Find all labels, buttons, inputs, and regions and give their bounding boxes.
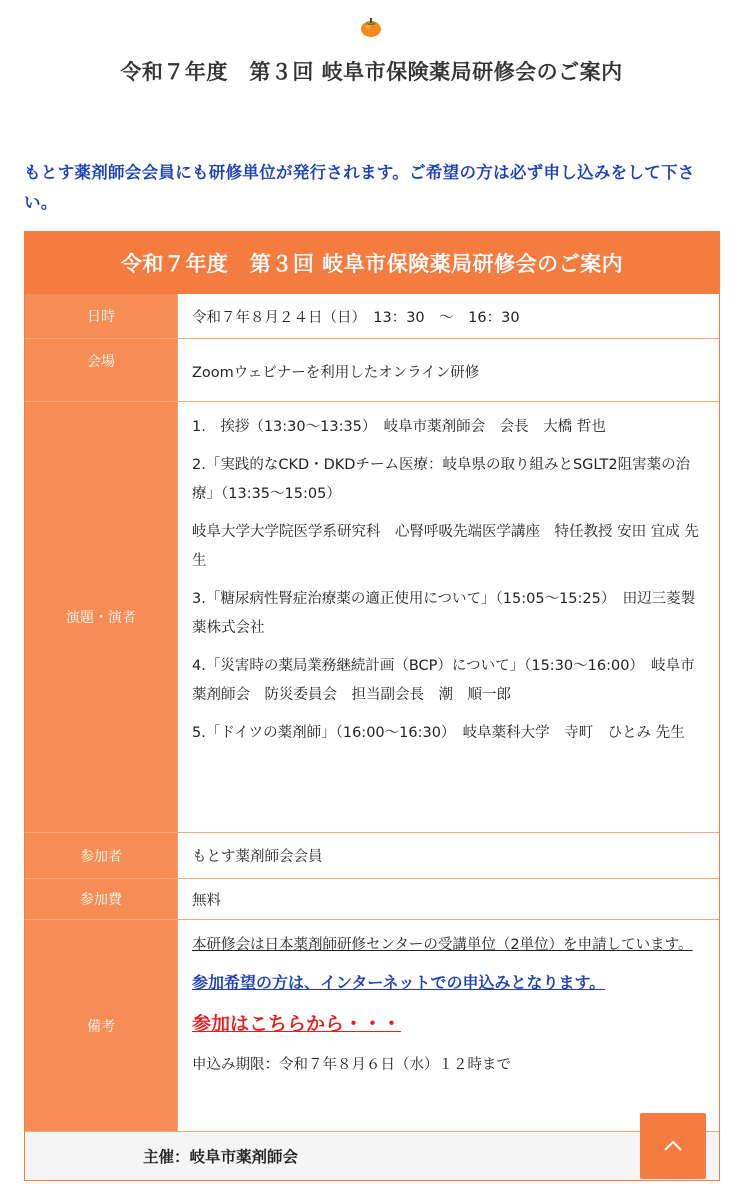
fee-label: 参加費 — [25, 879, 178, 919]
fee-value: 無料 — [192, 892, 221, 909]
participants-value: もとす薬剤師会会員 — [192, 849, 323, 865]
chevron-up-icon — [663, 1137, 683, 1156]
table-header: 令和７年度 第３回 岐阜市保険薬局研修会のご案内 — [25, 232, 719, 294]
topic-item: 5.「ドイツの薬剤師」（16:00～16:30） 岐阜薬科大学 寺町 ひとみ 先生 — [192, 725, 685, 741]
venue-label: 会場 — [25, 339, 178, 401]
apply-link[interactable]: 参加はこちらから・・・ — [192, 1013, 402, 1035]
sponsor-text: 主催：岐阜市薬剤師会 — [143, 1148, 299, 1166]
row-venue — [25, 339, 719, 402]
remarks-content — [178, 920, 719, 1131]
topic-item: 岐阜大学大学院医学系研究科 心腎呼吸先端医学講座 特任教授 安田 宜成 先生 — [192, 524, 699, 569]
row-datetime — [25, 294, 719, 339]
info-table — [24, 231, 720, 1181]
page-title: 令和７年度 第３回 岐阜市保険薬局研修会のご案内 — [120, 60, 623, 84]
remarks-credit: 本研修会は日本薬剤師研修センターの受講単位（2単位）を申請しています。 — [192, 937, 693, 953]
row-topics — [25, 402, 719, 833]
topic-item: 3.「糖尿病性腎症治療薬の適正使用について」（15:05～15:25） 田辺三菱製薬株式会社 — [192, 591, 696, 636]
datetime-value: 令和７年８月２４日（日） 13：30 ～ 16：30 — [192, 309, 520, 326]
topics-list — [178, 402, 719, 832]
participants-label: 参加者 — [25, 833, 178, 878]
deadline-text: 申込み期限：令和７年８月６日（水）１２時まで — [192, 1057, 511, 1073]
apply-info-link[interactable]: 参加希望の方は、インターネットでの申込みとなります。 — [192, 973, 606, 992]
persimmon-icon — [360, 16, 382, 38]
venue-value: Zoomウェビナーを利用したオンライン研修 — [192, 365, 480, 381]
remarks-label: 備考 — [25, 920, 178, 1131]
datetime-label: 日時 — [25, 294, 178, 338]
row-participants — [25, 833, 719, 879]
notice-text: もとす薬剤師会会員にも研修単位が発行されます。ご希望の方は必ず申し込みをして下さい。 — [24, 163, 695, 212]
row-fee — [25, 879, 719, 920]
topic-item: 4.「災害時の薬局業務継続計画（BCP）について」（15:30～16:00） 岐阜市薬剤師会 防災委員会 担当副会長 潮 順一郎 — [192, 658, 695, 703]
topic-item: 2.「実践的なCKD・DKDチーム医療：岐阜県の取り組みとSGLT2阻害薬の治療」（13:35～15:05） — [192, 457, 691, 502]
topics-label: 演題・演者 — [25, 402, 178, 832]
sponsor-row — [25, 1132, 719, 1180]
topic-item: 1. 挨拶（13:30～13:35） 岐阜市薬剤師会 会長 大橋 哲也 — [192, 419, 606, 435]
row-remarks — [25, 920, 719, 1132]
scroll-to-top-button[interactable] — [640, 1113, 706, 1179]
